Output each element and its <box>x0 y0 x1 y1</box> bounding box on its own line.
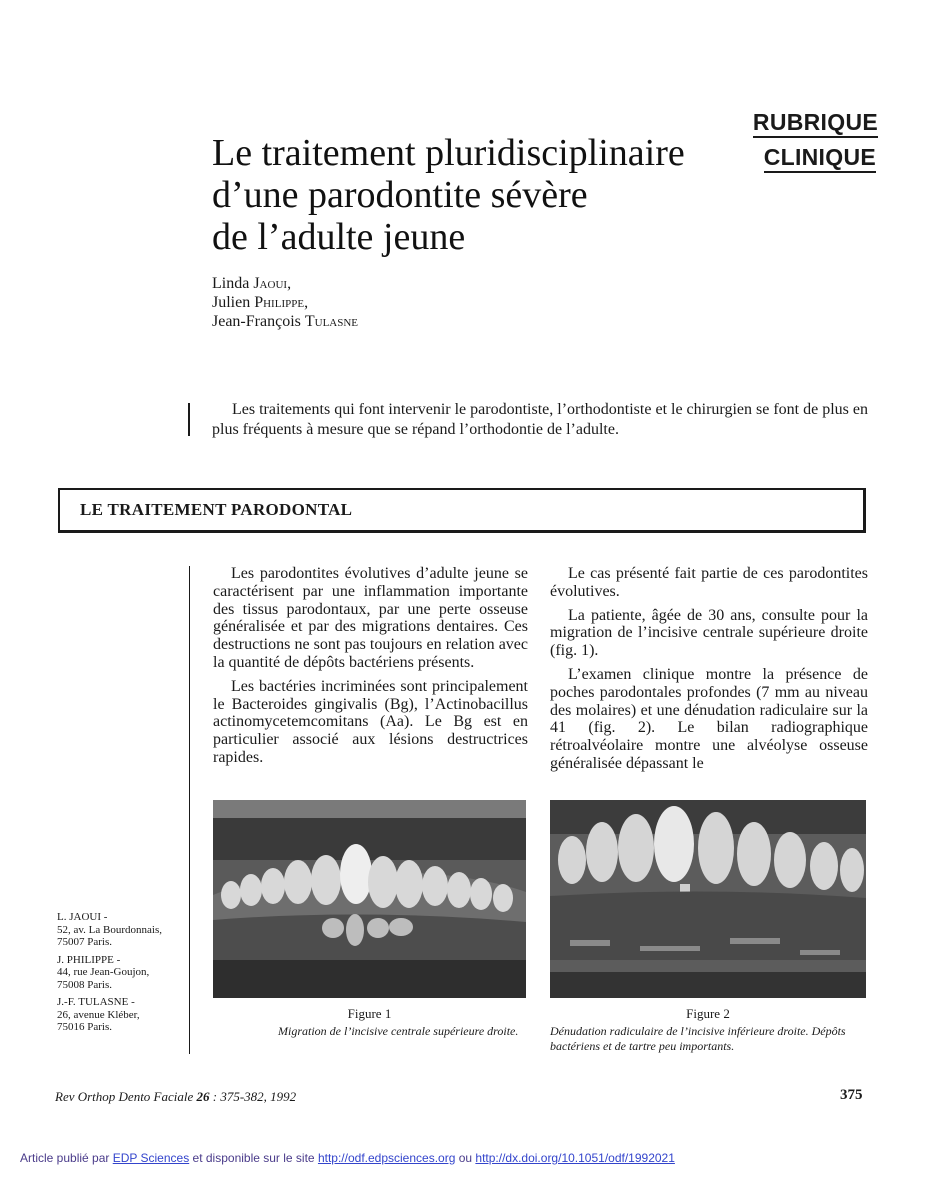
odf-site-link[interactable]: http://odf.edpsciences.org <box>317 1151 456 1165</box>
edp-sciences-link[interactable]: EDP Sciences <box>112 1151 190 1165</box>
journal-reference: Rev Orthop Dento Faciale 26 : 375-382, 1992 <box>55 1089 297 1104</box>
figure-2-caption: Dénudation radiculaire de l’incisive inférieure droite. Dépôts bactériens et de tartre peu importants. <box>550 1024 846 1053</box>
affiliation-entry: L. JAOUI - 52, av. La Bourdonnais, 75007 Paris. <box>57 911 162 948</box>
title-line-1: Le traitement pluridisciplinaire <box>212 132 685 174</box>
doi-link[interactable]: http://dx.doi.org/10.1051/odf/1992021 <box>475 1151 675 1165</box>
figure-1-label: Figure 1 <box>347 1006 392 1021</box>
author-3: Jean-François Tulasne <box>212 313 359 330</box>
paragraph: Les parodontites évolutives d’adulte jeune se caractérisent par une inflammation importante des tissus parodontaux, par une perte osseuse généralisée et par des migrations dentaires. Ces destructions ne sont pas toujours en relation avec la quantité de dépôts bactériens présents. <box>213 565 528 671</box>
publisher-notice: Article publié par EDP Sciences et disponible sur le site http://odf.edpsciences.org ou http://dx.doi.org/10.1051/odf/1992021 <box>20 1151 675 1165</box>
abstract-rule <box>188 403 190 436</box>
page-number: 375 <box>840 1087 863 1103</box>
affiliation-entry: J.-F. TULASNE - 26, avenue Kléber, 75016 Paris. <box>57 996 140 1033</box>
rubric-label-1: RUBRIQUE <box>753 108 878 138</box>
title-line-3: de l’adulte jeune <box>212 216 466 258</box>
column-rule <box>189 566 190 1054</box>
section-heading-box <box>58 488 866 533</box>
paragraph: La patiente, âgée de 30 ans, consulte pour la migration de l’incisive centrale supérieure droite (fig. 1). <box>550 606 868 660</box>
author-2: Julien Philippe, <box>212 294 309 311</box>
figure-2-photo <box>550 800 866 998</box>
body-column-2 <box>550 565 868 779</box>
paragraph: Les bactéries incriminées sont principalement le Bacteroides gingivalis (Bg), l’Actinobacillus actinomycetemcomitans (Aa). Le Bg est en particulier associé aux lésions destructrices rapides. <box>213 677 528 766</box>
paragraph: Le cas présenté fait partie de ces parodontites évolutives. <box>550 565 868 600</box>
title-line-2: d’une parodontite sévère <box>212 174 588 216</box>
body-column-1 <box>213 565 528 773</box>
figure-1-photo <box>213 800 526 998</box>
figure-1-caption: Migration de l’incisive centrale supérieure droite. <box>278 1024 519 1038</box>
author-affiliations <box>57 911 187 1039</box>
rubric-label-2: CLINIQUE <box>764 143 876 173</box>
section-title: LE TRAITEMENT PARODONTAL <box>80 500 353 519</box>
figure-2-label: Figure 2 <box>686 1006 730 1021</box>
paragraph: L’examen clinique montre la présence de poches parodontales profondes (7 mm au niveau des molaires) et une dénudation radiculaire sur la 41 (fig. 2). Le bilan radiographique rétroalvéolaire montre une alvéolyse osseuse généralisée dépassant le <box>550 665 868 772</box>
article-title <box>212 132 732 258</box>
author-1: Linda Jaoui, <box>212 275 292 292</box>
affiliation-entry: J. PHILIPPE - 44, rue Jean-Goujon, 75008 Paris. <box>57 953 150 991</box>
author-list <box>212 274 358 331</box>
abstract: Les traitements qui font intervenir le parodontiste, l’orthodontiste et le chirurgien se font de plus en plus fréquents à mesure que se répand l’orthodontie de l’adulte. <box>212 401 868 438</box>
